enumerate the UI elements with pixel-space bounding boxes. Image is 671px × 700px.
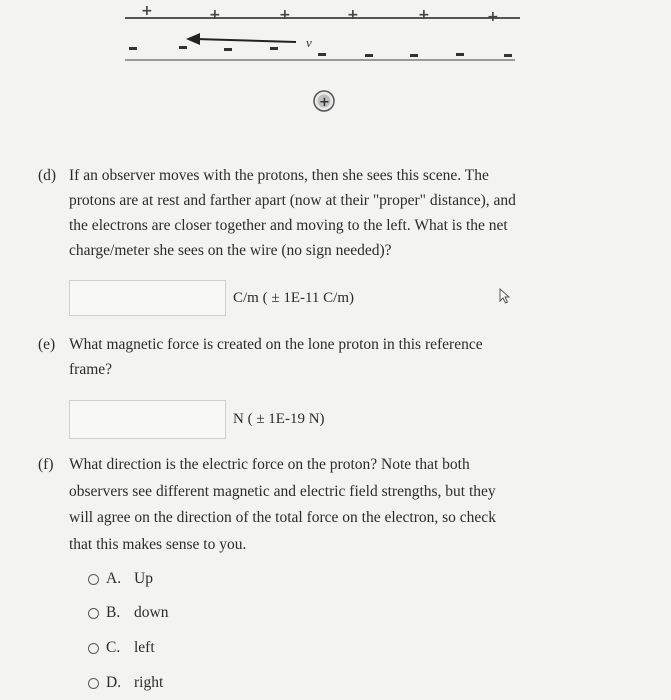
question-e-line-2: frame? [69,361,113,378]
option-b[interactable] [88,604,168,622]
question-e-label: (e) [38,336,56,353]
question-d-line-4: charge/meter she sees on the wire (no sign needed)? [69,242,392,259]
svg-text:+: + [209,7,221,23]
unit-label-e: N ( ± 1E-19 N) [233,411,325,427]
radio-b[interactable] [88,608,99,619]
proton-charges [141,3,499,25]
svg-text:+: + [347,7,359,23]
question-e-text [69,332,629,382]
svg-text:+: + [141,3,153,19]
answer-input-d[interactable] [69,280,226,316]
wire-diagram [0,0,671,125]
option-d[interactable] [88,674,163,692]
question-d-line-2: protons are at rest and farther apart (now at their "proper" distance), and [69,192,516,209]
option-a-text: Up [134,570,153,587]
question-f-line-1: What direction is the electric force on the proton? Note that both [69,456,470,473]
question-e-line-1: What magnetic force is created on the lone proton in this reference [69,336,483,353]
question-d-label: (d) [38,167,57,184]
radio-a[interactable] [88,574,99,585]
question-d-line-1: If an observer moves with the protons, then she sees this scene. The [69,167,489,184]
velocity-arrow [186,33,296,45]
question-f-line-4: that this makes sense to you. [69,535,247,553]
svg-text:+: + [279,7,291,23]
option-c-letter: C. [106,639,121,656]
svg-text:+: + [418,7,430,23]
question-f-line-3: will agree on the direction of the total force on the electron, so check [69,509,496,526]
question-d-text [69,163,629,263]
radio-d[interactable] [88,678,99,689]
option-d-letter: D. [106,674,122,691]
option-b-letter: B. [106,604,121,621]
option-b-text: down [134,604,169,621]
question-f-line-2: observers see different magnetic and electric field strengths, but they [69,482,496,500]
question-f-text [69,452,629,558]
svg-text:+: + [487,9,499,25]
electron-charges [129,46,512,57]
option-d-text: right [134,674,164,691]
lone-proton [314,91,334,111]
option-a[interactable] [88,570,153,588]
answer-input-e[interactable] [69,400,226,439]
question-d-line-3: the electrons are closer together and moving to the left. What is the net [69,217,508,234]
option-a-letter: A. [106,570,122,587]
svg-text:+: + [319,95,330,110]
question-f-label: (f) [38,456,54,473]
mouse-cursor-icon [498,288,514,304]
option-c[interactable] [88,639,155,657]
velocity-label: v [306,35,312,50]
unit-label-d: C/m ( ± 1E-11 C/m) [233,290,355,306]
radio-c[interactable] [88,643,99,654]
option-c-text: left [134,639,155,656]
